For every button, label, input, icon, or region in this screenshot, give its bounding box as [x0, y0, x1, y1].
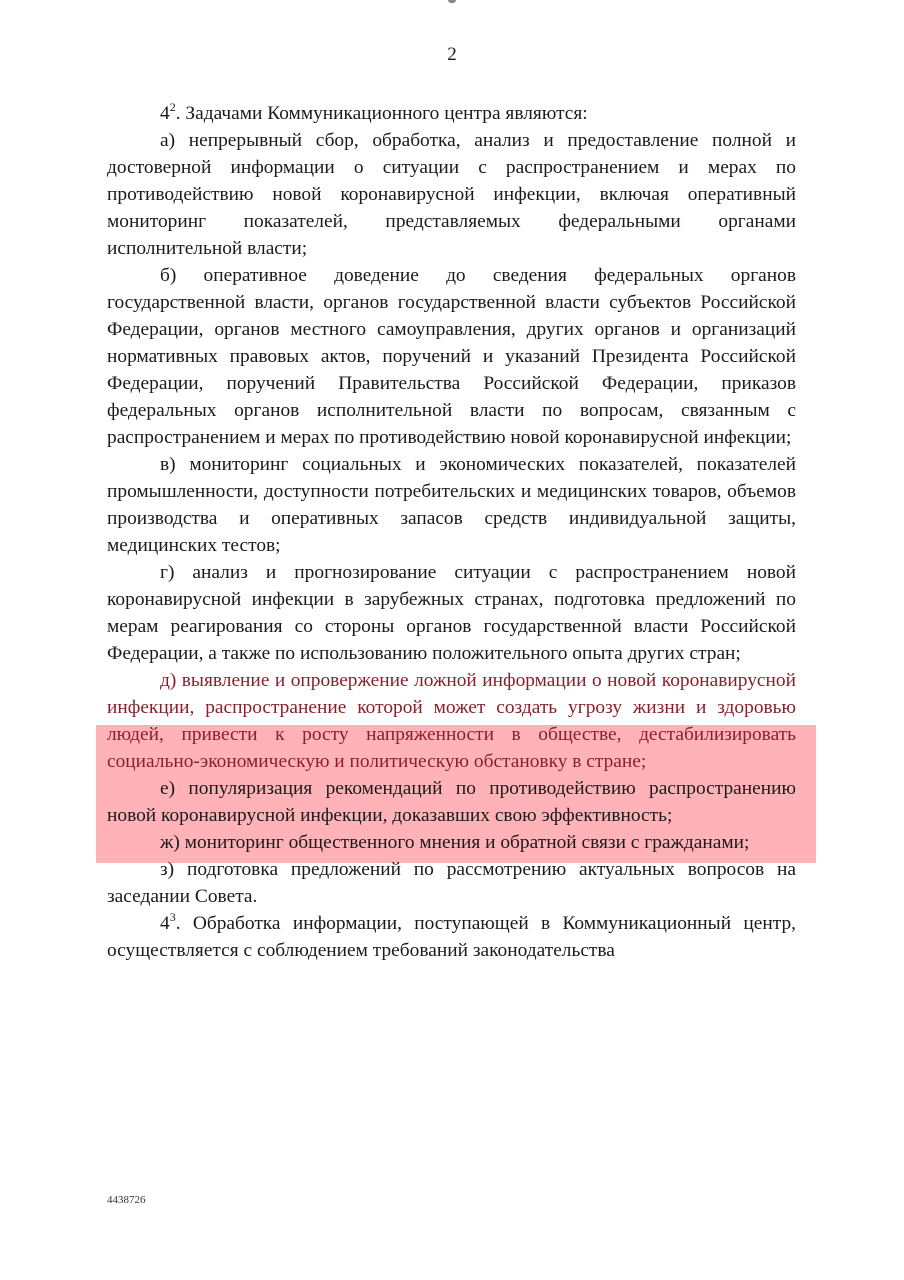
- item-superscript: 2: [169, 100, 176, 114]
- item-superscript: 3: [169, 910, 176, 924]
- paragraph-v: в) мониторинг социальных и экономических показателей, показателей промышленности, доступности потребительских и медицинских товаров, объемов производства и оперативных запасов средств индивидуальной защиты, медицинских тестов;: [107, 454, 796, 556]
- page-number: 2: [447, 44, 457, 65]
- paragraph-a: а) непрерывный сбор, обработка, анализ и предоставление полной и достоверной информации о ситуации с распространением и мерах по противодействию новой коронавирусной инфекции, включая оперативный мониторинг показателей, представляемых федеральными органами исполнительной власти;: [107, 130, 796, 259]
- paragraph-z: з) подготовка предложений по рассмотрению актуальных вопросов на заседании Совета.: [107, 859, 796, 907]
- paragraph-text: . Обработка информации, поступающей в Коммуникационный центр, осуществляется с соблюдением требований законодательства: [107, 913, 796, 961]
- paragraph-e: е) популяризация рекомендаций по противодействию распространению новой коронавирусной инфекции, доказавших свою эффективность;: [107, 778, 796, 826]
- paragraph-b: б) оперативное доведение до сведения федеральных органов государственной власти, органов государственной власти субъектов Российской Федерации, органов местного самоуправления, других органов и организаций нормативных правовых актов, поручений и указаний Президента Российской Федерации, поручений Правительства Российской Федерации, приказов федеральных органов исполнительной власти по вопросам, связанным с распространением и мерах по противодействию новой коронавирусной инфекции;: [107, 265, 796, 448]
- document-code: 4438726: [107, 1194, 146, 1206]
- paragraph-d-highlighted: д) выявление и опровержение ложной информации о новой коронавирусной инфекции, распространение которой может создать угрозу жизни и здоровью людей, привести к росту напряженности в обществе, дестабилизировать социально-экономическую и политическую обстановку в стране;: [107, 670, 796, 772]
- paragraph-zh: ж) мониторинг общественного мнения и обратной связи с гражданами;: [160, 832, 750, 853]
- scan-edge-mark: [448, 0, 456, 3]
- paragraph-g: г) анализ и прогнозирование ситуации с распространением новой коронавирусной инфекции в зарубежных странах, подготовка предложений по мерам реагирования со стороны органов государственной власти Российской Федерации, а также по использованию положительного опыта других стран;: [107, 562, 796, 664]
- document-body: [107, 100, 796, 964]
- item-number: 4: [160, 103, 170, 124]
- paragraph-4-2: [107, 100, 796, 127]
- paragraph-text: . Задачами Коммуникационного центра являются:: [175, 103, 588, 124]
- paragraph-4-3: [107, 910, 796, 964]
- item-number: 4: [160, 913, 170, 934]
